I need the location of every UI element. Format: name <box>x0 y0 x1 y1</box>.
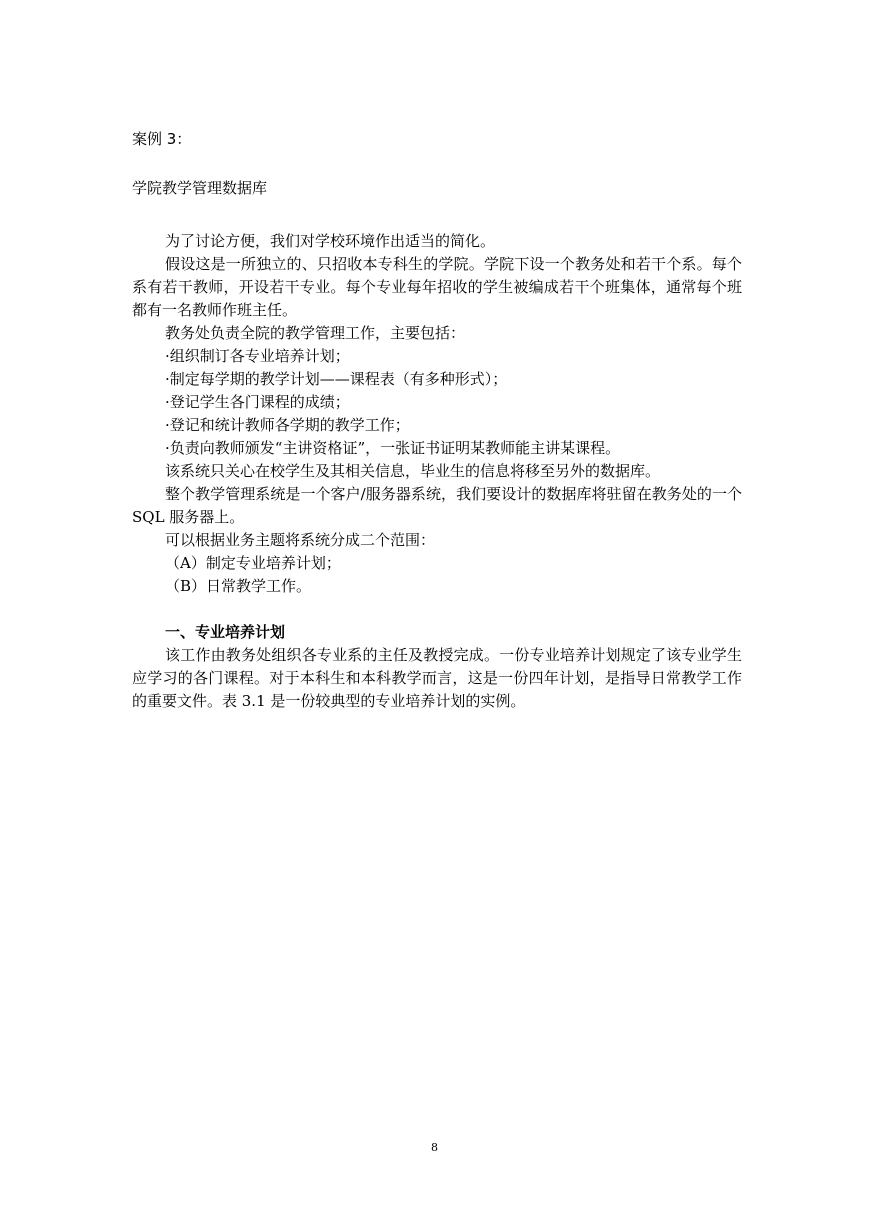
list-item: ·登记学生各门课程的成绩； <box>165 393 350 411</box>
list-item: ·负责向教师颁发“主讲资格证”，一张证书证明某教师能主讲某课程。 <box>165 439 621 457</box>
list-item: ·登记和统计教师各学期的教学工作； <box>165 416 410 434</box>
scope-item: （A）制定专业培养计划； <box>165 554 341 572</box>
body-text <box>132 230 742 713</box>
spacer <box>132 598 742 621</box>
paragraph: 该系统只关心在校学生及其相关信息，毕业生的信息将移至另外的数据库。 <box>165 462 661 480</box>
case-title: 案例 3： <box>132 130 192 148</box>
paragraph: 该工作由教务处组织各专业系的主任及教授完成。一份专业培养计划规定了该专业学生应学习的各门课程。对于本科生和本科教学而言，这是一份四年计划，是指导日常教学工作的重要文件。表 3.1 是一份较典型的专业培养计划的实例。 <box>132 646 742 710</box>
list-item: ·组织制订各专业培养计划； <box>165 347 350 365</box>
paragraph: 假设这是一所独立的、只招收本专科生的学院。学院下设一个教务处和若干个系。每个系有若干教师，开设若干专业。每个专业每年招收的学生被编成若干个班集体，通常每个班都有一名教师作班主任。 <box>132 255 742 319</box>
paragraph: 教务处负责全院的教学管理工作，主要包括： <box>165 324 466 342</box>
section-heading: 一、专业培养计划 <box>165 623 286 641</box>
paragraph: 可以根据业务主题将系统分成二个范围： <box>165 531 436 549</box>
scope-item: （B）日常教学工作。 <box>165 577 312 595</box>
paragraph: 为了讨论方便，我们对学校环境作出适当的简化。 <box>165 232 496 250</box>
database-title: 学院教学管理数据库 <box>132 179 268 197</box>
page-number: 8 <box>431 1141 438 1154</box>
paragraph: 整个教学管理系统是一个客户/服务器系统，我们要设计的数据库将驻留在教务处的一个 SQL 服务器上。 <box>132 485 742 526</box>
list-item: ·制定每学期的教学计划——课程表（有多种形式）； <box>165 370 508 388</box>
